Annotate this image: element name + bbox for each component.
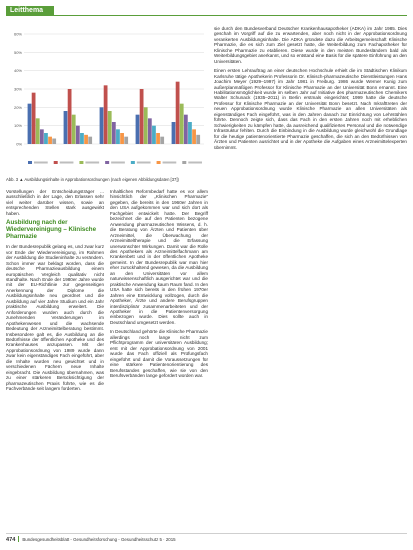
y-tick-label: 10% (13, 123, 22, 129)
figure-chart (6, 26, 208, 176)
legend-swatch (54, 161, 58, 164)
page-footer (6, 536, 407, 544)
figure-caption: Abb. 3 ▲ Ausbildungsinhalte in Approbationsordnungen (nach eigenen Abbildungsdaten [37]) (6, 177, 179, 182)
bar (104, 85, 108, 144)
paragraph: sie durch den Bundesverband Deutscher Krankenhausapotheker (ADKA) im Jahr 1985. Dies geschah im Vorgriff auf die zu erwartenden, aber noch nicht in der Approbationsordnung verankerten Ausbildungsinhalte. Die ADKA gründete dazu die Arbeitsgemeinschaft Klinische Pharmazie, die es sich zum Ziel gesetzt hatte, die Weiterbildung zum Fachapotheker für Klinische Pharmazie zu etablieren. Diese wurde in den meisten Bundesländern bald als Weiterbildungsgebiet anerkannt, und so entstand eine Basis für die spätere Einführung an den Universitäten. (214, 26, 407, 64)
paragraph: In Deutschland gehörte die Klinische Pharmazie allerdings noch lange nicht zum Pflichtprogramm der universitären Ausbildung; erst mit der Approbationsordnung von 2001 wurde das Fach offiziell als Prüfungsfach eingeführt und damit die Voraussetzungen für eine stärkere Patientenorientierung des Berufsstandes geschaffen, wie sie von den Berufsverbänden lange gefordert worden war. (110, 329, 208, 378)
bar (184, 115, 188, 144)
legend-label (85, 162, 99, 164)
y-tick-label: 60% (13, 31, 22, 37)
bar (144, 107, 148, 144)
bar (196, 135, 200, 144)
bar-chart (6, 26, 208, 176)
bar (44, 133, 48, 144)
bar (48, 137, 52, 144)
text-column-3 (214, 26, 407, 529)
legend-swatch (131, 161, 135, 164)
legend-swatch (157, 161, 161, 164)
paragraph: Einen ersten Lehrauftrag an einer deutschen Hochschule erhielt die im Städtischen Klinikum Karlsruhe tätige Apothekerin Professorin Dr. Klinisch-pharmazeutische Dienstleistungen Hans Joachim Meyer (1929–1997) im Jahr 1981 in Freiburg. 1986 wurde Werner Kunig zum außerplanmäßigen Professor für Klinische Pharmazie an der Universität Bonn ernannt. Eine Habilitationsmöglichkeit wurde im selben Jahr auf Initiative des pharmazeutischen Chemikers Walter Schunack (1935–2011) in Berlin erstmals eingerichtet; 1999 hatte die deutsche Professur für Klinische Pharmazie an der Universität Bonn besetzt. Nach Inkrafttreten der neuen Approbationsordnung wurde Klinische Pharmazie an allen Universitäten als eigenständiges Fach eingeführt, was in den Jahren danach zur Einrichtung von Lehrstühlen führte. Dennoch zeigte sich, dass das Fach in den ersten Jahren noch mit erheblichen Schwierigkeiten zu kämpfen hatte, da ausreichend qualifiziertes Personal und die notwendige Infrastruktur fehlten. Durch die Einbindung in die Ausbildung wurde gleichwohl die Grundlage für die heutige patientenorientierte Pharmazie geschaffen, die sich an den Bedürfnissen von Ärzten und Patienten ausrichtet und in der Apotheke die Aufgaben eines Arzneimittelexperten übernimmt. (214, 68, 407, 150)
legend-label (188, 162, 202, 164)
legend-label (137, 162, 151, 164)
bar (100, 107, 104, 144)
bar (108, 111, 112, 144)
bar (192, 129, 196, 144)
header-rule (54, 15, 407, 16)
bar (112, 122, 116, 144)
legend-label (60, 162, 74, 164)
legend-label (163, 162, 177, 164)
bar (152, 126, 156, 144)
footer-separator (18, 536, 19, 542)
y-tick-label: 50% (13, 49, 22, 55)
bar (36, 118, 40, 144)
text-column-2 (110, 189, 208, 529)
bar (64, 111, 68, 144)
legend-swatch (105, 161, 109, 164)
text-column-1 (6, 189, 104, 529)
section-heading: Ausbildung nach der Wiedervereinigung – Klinische Pharmazie (6, 219, 97, 241)
bar (176, 82, 180, 144)
journal-name: Bundesgesundheitsblatt - Gesundheitsforschung - Gesundheitsschutz 5 · 2015 (22, 537, 176, 542)
bar (72, 115, 76, 144)
legend-label (34, 162, 48, 164)
bar (88, 137, 92, 144)
bar (188, 122, 192, 144)
bar (140, 89, 144, 144)
bar (68, 89, 72, 144)
bar (76, 126, 80, 144)
bar (116, 129, 120, 144)
bar (52, 139, 56, 145)
bar (80, 133, 84, 144)
legend-label (111, 162, 125, 164)
bar (160, 137, 164, 144)
bar (172, 122, 176, 144)
bar (120, 133, 124, 144)
page-number: 474 (6, 537, 16, 543)
paragraph: In der Bundesrepublik gelang es, und zwar kurz vor Ende der Wiedervereinigung, im Rahmen der Ausbildung die Studieninhalte zu verändern. Schon immer war beklagt worden, dass die deutsche Pharmazieausbildung einem europäischen Vergleich qualitativ nicht standhalte. Nach Ende der 1980er Jahre wurde mit der EU-Richtlinie zur gegenseitigen Anerkennung der Diplome die Ausbildungsinhalte neu geordnet und die Ausbildung auf vier Jahre Studium und ein Jahr praktische Ausbildung erweitert. Die Anforderungen wurden auch durch die zunehmenden Veränderungen im Apothekenwesen und die wachsende Bedeutung der Arzneimittelberatung bestimmt. Insbesondere galt es, die Ausbildung an die Bedürfnisse der öffentlichen Apotheke und des Krankenhauses anzupassen. Mit der Approbationsordnung von 1989 wurde dann zwar kein eigenständiges Fach eingeführt, aber die Inhalte wurden neu gewichtet und in verschiedenen Fächern neue Inhalte eingebracht. Die Ausbildung übernahmen, was zu einer stärkeren Berücksichtigung der pharmazeutischen Praxis führte, wie es die Fachverbände seit langem forderten. (6, 244, 104, 392)
y-tick-label: 0% (16, 141, 22, 147)
bar (84, 135, 88, 144)
section-tab (6, 6, 54, 16)
y-tick-label: 20% (13, 104, 22, 110)
bar (40, 129, 44, 144)
legend-swatch (182, 161, 186, 164)
bar (148, 118, 152, 144)
footer-rule (6, 533, 407, 534)
bar (28, 104, 32, 144)
legend-swatch (79, 161, 83, 164)
paragraph: Vorstellungen der Entscheidungsträger ... ausschließlich in der Lage, den Erlassen sehr viel weiter darüber wissen, sowie an entsprechenden Stellen stark ausgewirkt haben. (6, 189, 104, 216)
bar (180, 104, 184, 144)
bar (32, 93, 36, 144)
y-tick-label: 30% (13, 86, 22, 92)
section-label: Leitthema (10, 7, 44, 14)
bar (124, 137, 128, 144)
bar (136, 115, 140, 144)
legend-swatch (28, 161, 32, 164)
bar (156, 133, 160, 144)
paragraph: Inhaltlichen Reformbedarf hatte es vor allem hinsichtlich der „Klinischen Pharmazie“ gegeben, die bereits in den 1960er Jahren in den USA aufgekommen war und sich dort als Fachgebiet entwickelt hatte. Der Begriff bezeichnet die auf den Patienten bezogene Anwendung pharmazeutischen Wissens, d. h. die Beratung von Ärzten und Patienten über Arzneimittel, die Überwachung der Arzneimitteltherapie und die Erfassung unerwünschter Wirkungen. Damit war die Rolle des Apothekers als Arzneimittelfachmann am Krankenbett und in der öffentlichen Apotheke gemeint. In der Bundesrepublik war man hier eher zurückhaltend gewesen, da die Ausbildung an den Universitäten vor allem naturwissenschaftlich ausgerichtet war und die praktische Anwendung kaum Raum fand. In den USA hatte sich bereits in den frühen 1970er Jahren eine Entwicklung vollzogen, durch die Apotheker, Ärzte und andere Berufsgruppen interdisziplinär zusammenarbeiteten und der Apotheker in die Patientenversorgung einbezogen wurde. Dies sollte auch in Deutschland umgesetzt werden. (110, 189, 208, 325)
y-tick-label: 40% (13, 68, 22, 74)
section-header (6, 6, 407, 16)
